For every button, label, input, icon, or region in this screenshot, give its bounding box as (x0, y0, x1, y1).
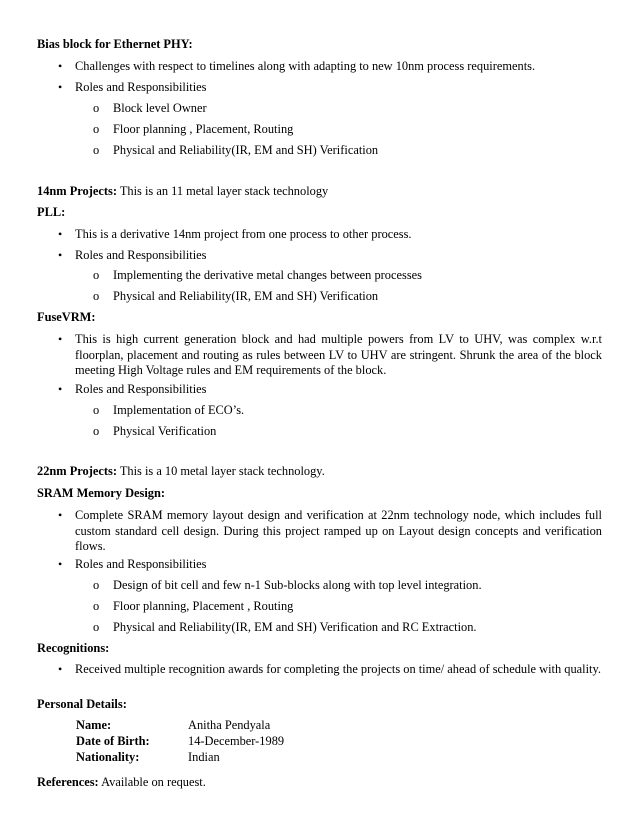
bullet-icon: • (58, 508, 63, 522)
bias-heading: Bias block for Ethernet PHY: (37, 37, 193, 51)
pll-heading: PLL: (37, 205, 66, 219)
project-14nm-desc: This is an 11 metal layer stack technology (119, 184, 329, 198)
bias-bullet-2: Roles and Responsibilities (75, 80, 207, 94)
bullet-icon: • (58, 248, 63, 262)
project-14nm-line (37, 184, 603, 200)
sub-bullet-icon: o (93, 599, 100, 613)
sub-bullet-icon: o (93, 620, 100, 634)
sram-heading: SRAM Memory Design: (37, 486, 166, 500)
sub-bullet-icon: o (93, 578, 100, 592)
sub-bullet-icon: o (93, 289, 100, 303)
project-22nm-line (37, 464, 603, 480)
project-14nm-label: 14nm Projects: (37, 184, 117, 198)
project-22nm-label: 22nm Projects: (37, 464, 117, 478)
fusevrm-heading: FuseVRM: (37, 310, 96, 324)
sub-bullet-icon: o (93, 143, 100, 157)
bullet-icon: • (58, 227, 63, 241)
bullet-icon: • (58, 382, 63, 396)
bullet-icon: • (58, 557, 63, 571)
recognitions-heading: Recognitions: (37, 641, 110, 655)
sub-bullet-icon: o (93, 424, 100, 438)
bullet-icon: • (58, 332, 63, 346)
sub-bullet-icon: o (93, 403, 100, 417)
references-label: References: (37, 775, 99, 789)
references-line (37, 775, 603, 791)
project-22nm-desc: This is a 10 metal layer stack technology. (119, 464, 325, 478)
references-value: Available on request. (101, 775, 206, 789)
bias-bullet-1: Challenges with respect to timelines along with adapting to new 10nm process requirements. (75, 59, 536, 73)
resume-page: Bias block for Ethernet PHY: • Challenges with respect to timelines along with adapting to new 10nm process requirements. • Roles and Responsibilities o Block level Owner o Floor planning , Placement, Routing o Physical and Reliability(IR, EM and SH) Verification 14nm Projects: This is an 11 metal layer stack technology PLL: • This is a derivative 14nm project from one process to other process. • Roles and Responsibilities o Implementing the derivative metal changes between processes o Physical and Reliability(IR, EM and SH) Verification FuseVRM: • This is high current generation block and had multiple powers from LV to UHV, was complex w.r.t floorplan, placement and routing as rules between LV to UHV are stringent. Shrunk the area of the block meeting High Voltage rules and EM requirements of the block. • Roles and Responsibilities o Implementation of ECO’s. o Physical Verification 22nm Projects: This is a 10 metal layer stack technology. SRAM Memory Design: • Complete SRAM memory layout design and verification at 22nm technology node, which includes full custom standard cell design. During this project ramped up on Layout design concepts and verification flows. • Roles and Responsibilities o Design of bit cell and few n-1 Sub-blocks along with top level integration. o Floor planning, Placement , Routing o Physical and Reliability(IR, EM and SH) Verification and RC Extraction. Recognitions: • Received multiple recognition awards for completing the projects on time/ ahead of schedule with quality. Personal Details: Name: Anitha Pendyala Date of Birth: 14-December-1989 Nationality: Indian References: Available on request. (37, 37, 602, 789)
bullet-icon: • (58, 59, 63, 73)
personal-heading: Personal Details: (37, 697, 127, 711)
sub-bullet-icon: o (93, 122, 100, 136)
bullet-icon: • (58, 80, 63, 94)
bullet-icon: • (58, 662, 63, 676)
sub-bullet-icon: o (93, 268, 100, 282)
sub-bullet-icon: o (93, 101, 100, 115)
